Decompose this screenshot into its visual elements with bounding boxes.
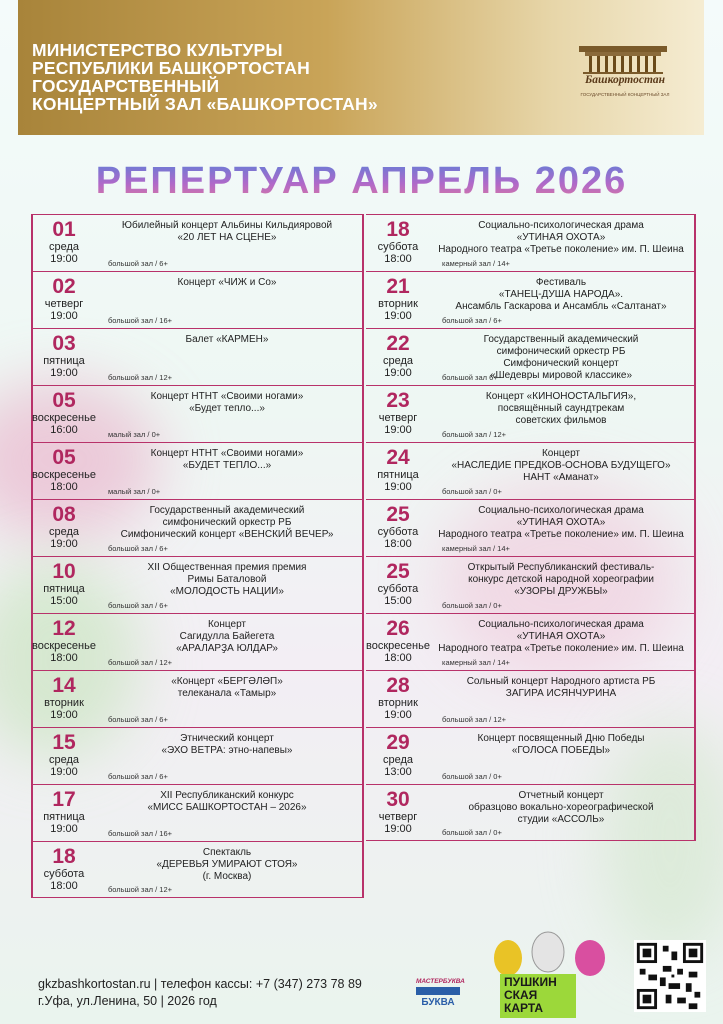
event-date (366, 732, 430, 779)
event-time: 19:00 (50, 766, 78, 778)
event-date (32, 846, 96, 893)
footer-contacts (38, 976, 362, 1010)
event-hall-age: большой зал / 12+ (108, 658, 173, 667)
event-line: «ДЕРЕВЬЯ УМИРАЮТ СТОЯ» (156, 859, 298, 870)
event-line: Фестиваль (535, 277, 587, 288)
event-date (32, 333, 96, 380)
schedule-row (32, 784, 362, 841)
event-line: «20 ЛЕТ НА СЦЕНЕ» (177, 232, 277, 243)
event-line: посвящённый саундтрекам (497, 403, 625, 414)
event-description (94, 277, 360, 289)
event-line: Этнический концерт (180, 733, 274, 744)
event-line: «АРАЛАРҘА ЮЛДАР» (176, 643, 278, 654)
event-day: 02 (52, 275, 76, 298)
pushkin-card-logo (486, 928, 616, 1018)
pushkin-text-3: КАРТА (504, 1001, 544, 1015)
header-line-3: ГОСУДАРСТВЕННЫЙ (32, 76, 220, 96)
event-day: 18 (52, 845, 76, 868)
event-hall-age: малый зал / 0+ (108, 430, 161, 439)
pushkin-text-2: СКАЯ (504, 988, 538, 1002)
event-time: 19:00 (384, 367, 412, 379)
event-day: 08 (52, 503, 76, 526)
event-line: «УЗОРЫ ДРУЖБЫ» (514, 586, 608, 597)
schedule-row (366, 727, 696, 784)
event-line: XII Общественная премия премия (147, 562, 307, 573)
header-line-2: РЕСПУБЛИКИ БАШКОРТОСТАН (32, 58, 310, 78)
event-hall-age: большой зал / 0+ (442, 601, 502, 610)
event-time: 18:00 (384, 253, 412, 265)
event-line: «ГОЛОСА ПОБЕДЫ» (511, 745, 611, 756)
event-date (366, 333, 430, 380)
event-line: Сольный концерт Народного артиста РБ (466, 676, 656, 687)
event-line: Римы Баталовой (187, 574, 267, 585)
event-line: «НАСЛЕДИЕ ПРЕДКОВ-ОСНОВА БУДУЩЕГО» (451, 460, 671, 471)
event-line: студии «АССОЛЬ» (517, 814, 605, 825)
event-date (366, 789, 430, 836)
event-weekday: среда (382, 355, 414, 367)
event-hall-age: большой зал / 6+ (442, 316, 502, 325)
logo-text: Башкортостан (584, 74, 666, 86)
event-line: Социально-психологическая драма (478, 220, 644, 231)
event-weekday: пятница (43, 583, 85, 595)
masterbukva-stripe (416, 987, 460, 995)
event-description (428, 619, 694, 655)
event-time: 19:00 (50, 367, 78, 379)
event-time: 18:00 (384, 652, 412, 664)
event-time: 19:00 (384, 709, 412, 721)
schedule-row (366, 442, 696, 499)
event-line: Симфонический концерт «ВЕНСКИЙ ВЕЧЕР» (120, 529, 334, 540)
event-day: 12 (52, 617, 76, 640)
event-date (366, 390, 430, 437)
event-line: Государственный академический (483, 334, 639, 345)
schedule-row (366, 556, 696, 613)
event-time: 19:00 (50, 253, 78, 265)
event-hall-age: камерный зал / 14+ (442, 544, 510, 553)
event-line: Концерт посвященный Дню Победы (477, 733, 645, 744)
event-description (94, 220, 360, 244)
schedule-row (32, 670, 362, 727)
event-line: XII Республиканский конкурс (160, 790, 294, 801)
event-description (94, 676, 360, 700)
event-date (32, 732, 96, 779)
event-hall-age: большой зал / 16+ (108, 829, 173, 838)
event-line: НАНТ «Аманат» (523, 472, 599, 483)
schedule-row (366, 214, 696, 271)
event-date (366, 618, 430, 665)
event-description (94, 562, 360, 598)
event-line: «УТИНАЯ ОХОТА» (516, 517, 606, 528)
event-line: Концерт (541, 448, 580, 459)
masterbukva-logo (416, 978, 465, 1012)
event-time: 18:00 (384, 538, 412, 550)
event-line: Отчетный концерт (518, 790, 604, 801)
event-weekday: среда (382, 754, 414, 766)
event-description (428, 562, 694, 598)
event-day: 14 (52, 674, 76, 697)
event-weekday: вторник (44, 697, 84, 709)
event-hall-age: камерный зал / 14+ (442, 259, 510, 268)
event-day: 05 (52, 446, 76, 469)
event-day: 25 (386, 560, 410, 583)
event-weekday: среда (48, 754, 80, 766)
event-weekday: пятница (43, 811, 85, 823)
schedule-row (32, 727, 362, 784)
event-weekday: суббота (377, 583, 419, 595)
event-weekday: воскресенье (32, 640, 96, 652)
event-line: Социально-психологическая драма (478, 505, 644, 516)
schedule-row (366, 499, 696, 556)
event-line: «УТИНАЯ ОХОТА» (516, 631, 606, 642)
event-hall-age: большой зал / 12+ (108, 373, 173, 382)
event-weekday: среда (48, 526, 80, 538)
event-weekday: воскресенье (32, 412, 96, 424)
event-line: Балет «КАРМЕН» (185, 334, 269, 345)
event-day: 10 (52, 560, 76, 583)
event-description (428, 391, 694, 427)
event-time: 19:00 (50, 709, 78, 721)
event-date (32, 390, 96, 437)
event-time: 18:00 (50, 481, 78, 493)
event-line: симфонический оркестр РБ (496, 346, 626, 357)
event-day: 03 (52, 332, 76, 355)
event-hall-age: большой зал / 12+ (108, 885, 173, 894)
event-time: 19:00 (50, 538, 78, 550)
event-weekday: суббота (377, 241, 419, 253)
event-hall-age: большой зал / 6+ (108, 601, 168, 610)
event-hall-age: малый зал / 0+ (108, 487, 161, 496)
event-hall-age: большой зал / 12+ (442, 715, 507, 724)
qr-code-icon[interactable] (634, 940, 706, 1012)
event-date (32, 504, 96, 551)
event-description (94, 448, 360, 472)
event-date (366, 219, 430, 266)
event-hall-age: большой зал / 6+ (108, 259, 168, 268)
event-weekday: пятница (377, 469, 419, 481)
schedule-row (366, 784, 696, 841)
event-description (428, 790, 694, 826)
event-line: Концерт «КИНОНОСТАЛЬГИЯ», (485, 391, 637, 402)
event-date (366, 675, 430, 722)
schedule-row (366, 670, 696, 727)
footer-address-year: г.Уфа, ул.Ленина, 50 | 2026 год (38, 994, 217, 1008)
event-hall-age: камерный зал / 14+ (442, 658, 510, 667)
event-line: Сагидулла Байегета (179, 631, 275, 642)
event-day: 18 (386, 218, 410, 241)
event-date (32, 276, 96, 323)
schedule-row (366, 271, 696, 328)
event-hall-age: большой зал / 6+ (108, 715, 168, 724)
event-date (32, 618, 96, 665)
schedule-row (32, 328, 362, 385)
event-line: «Концерт «БЕРГӘЛӘП» (171, 676, 283, 687)
schedule-row (32, 841, 362, 898)
event-weekday: воскресенье (32, 469, 96, 481)
event-day: 15 (52, 731, 76, 754)
event-date (366, 504, 430, 551)
event-day: 28 (386, 674, 410, 697)
event-description (94, 505, 360, 541)
event-line: «ЭХО ВЕТРА: этно-напевы» (161, 745, 293, 756)
schedule-row (366, 385, 696, 442)
event-line: «Будет тепло...» (189, 403, 265, 414)
event-description (428, 220, 694, 256)
event-description (428, 733, 694, 757)
event-time: 19:00 (384, 310, 412, 322)
event-date (32, 561, 96, 608)
event-hall-age: большой зал / 6+ (108, 772, 168, 781)
event-hall-age: большой зал / 0+ (442, 487, 502, 496)
event-line: ЗАГИРА ИСЯНЧУРИНА (505, 688, 617, 699)
event-line: симфонический оркестр РБ (162, 517, 292, 528)
event-weekday: среда (48, 241, 80, 253)
event-line: Юбилейный концерт Альбины Кильдияровой (121, 220, 333, 231)
event-day: 22 (386, 332, 410, 355)
event-day: 29 (386, 731, 410, 754)
event-description (94, 733, 360, 757)
event-line: (г. Москва) (202, 871, 252, 882)
event-line: «БУДЕТ ТЕПЛО...» (182, 460, 272, 471)
event-weekday: воскресенье (366, 640, 430, 652)
page-title: РЕПЕРТУАР АПРЕЛЬ 2026 (0, 160, 723, 203)
event-date (366, 276, 430, 323)
event-day: 25 (386, 503, 410, 526)
event-line: «ТАНЕЦ-ДУША НАРОДА». (498, 289, 624, 300)
schedule-row (32, 271, 362, 328)
schedule-center-border (362, 214, 364, 898)
event-line: «Шедевры мировой классике» (489, 370, 633, 381)
event-description (428, 277, 694, 313)
event-description (94, 619, 360, 655)
schedule-row (32, 385, 362, 442)
event-time: 15:00 (50, 595, 78, 607)
event-date (32, 219, 96, 266)
event-day: 05 (52, 389, 76, 412)
event-time: 19:00 (384, 823, 412, 835)
event-date (366, 447, 430, 494)
event-weekday: четверг (378, 811, 418, 823)
pushkin-text-1: ПУШКИН (504, 975, 557, 989)
event-weekday: четверг (378, 412, 418, 424)
event-time: 15:00 (384, 595, 412, 607)
event-day: 26 (386, 617, 410, 640)
event-line: Концерт (207, 619, 246, 630)
header-line-1: МИНИСТЕРСТВО КУЛЬТУРЫ (32, 40, 283, 60)
event-time: 13:00 (384, 766, 412, 778)
event-hall-age: большой зал 6+ (442, 373, 498, 382)
event-weekday: суббота (43, 868, 85, 880)
event-hall-age: большой зал / 12+ (442, 430, 507, 439)
schedule-row (32, 556, 362, 613)
event-time: 19:00 (50, 823, 78, 835)
event-day: 21 (386, 275, 410, 298)
event-description (428, 505, 694, 541)
event-date (32, 447, 96, 494)
event-line: «МОЛОДОСТЬ НАЦИИ» (170, 586, 284, 597)
event-line: телеканала «Тамыр» (177, 688, 277, 699)
footer-website-phone: gkzbashkortostan.ru | телефон кассы: +7 (347) 273 78 89 (38, 977, 362, 991)
event-line: Концерт НТНТ «Своими ногами» (150, 391, 304, 402)
event-line: Народного театра «Третье поколение» им. П. Шеина (438, 529, 684, 540)
header-line-4: КОНЦЕРТНЫЙ ЗАЛ «БАШКОРТОСТАН» (32, 94, 378, 114)
event-hall-age: большой зал / 0+ (442, 828, 502, 837)
event-description (94, 790, 360, 814)
event-time: 16:00 (50, 424, 78, 436)
event-description (428, 676, 694, 700)
event-line: Народного театра «Третье поколение» им. П. Шеина (438, 643, 684, 654)
event-line: Спектакль (202, 847, 252, 858)
event-time: 19:00 (384, 424, 412, 436)
masterbukva-top-text: МАСТЕРБУКВА (416, 978, 465, 985)
masterbukva-main-text: БУКВА (421, 997, 455, 1008)
schedule-row (366, 328, 696, 385)
event-day: 23 (386, 389, 410, 412)
event-weekday: вторник (378, 298, 418, 310)
schedule-row (32, 613, 362, 670)
event-line: Народного театра «Третье поколение» им. П. Шеина (438, 244, 684, 255)
event-weekday: четверг (44, 298, 84, 310)
event-time: 18:00 (50, 880, 78, 892)
schedule-row (32, 499, 362, 556)
event-line: советских фильмов (515, 415, 607, 426)
event-line: Ансамбль Гаскарова и Ансамбль «Салтанат» (455, 301, 667, 312)
event-weekday: пятница (43, 355, 85, 367)
event-hall-age: большой зал / 0+ (442, 772, 502, 781)
event-line: Социально-психологическая драма (478, 619, 644, 630)
schedule-row (366, 613, 696, 670)
event-day: 24 (386, 446, 410, 469)
event-line: Концерт «ЧИЖ и Со» (177, 277, 277, 288)
event-date (366, 561, 430, 608)
event-time: 18:00 (50, 652, 78, 664)
event-hall-age: большой зал / 16+ (108, 316, 173, 325)
schedule-row (32, 442, 362, 499)
event-line: образцово вокально-хореографической (468, 802, 654, 813)
event-line: «УТИНАЯ ОХОТА» (516, 232, 606, 243)
schedule-row (32, 214, 362, 271)
event-line: конкурс детской народной хореографии (468, 574, 654, 585)
event-line: Концерт НТНТ «Своими ногами» (150, 448, 304, 459)
event-date (32, 789, 96, 836)
logo-subtitle: ГОСУДАРСТВЕННЫЙ КОНЦЕРТНЫЙ ЗАЛ (580, 92, 670, 97)
event-line: Симфонический концерт (503, 358, 619, 369)
event-day: 01 (52, 218, 76, 241)
event-time: 19:00 (384, 481, 412, 493)
event-date (32, 675, 96, 722)
event-description (94, 334, 360, 346)
event-day: 17 (52, 788, 76, 811)
event-weekday: вторник (378, 697, 418, 709)
event-description (428, 448, 694, 484)
event-time: 19:00 (50, 310, 78, 322)
event-line: Открытый Республиканский фестиваль- (467, 562, 655, 573)
event-day: 30 (386, 788, 410, 811)
event-hall-age: большой зал / 6+ (108, 544, 168, 553)
event-line: «МИСС БАШКОРТОСТАН – 2026» (147, 802, 307, 813)
event-weekday: суббота (377, 526, 419, 538)
event-description (94, 391, 360, 415)
event-line: Государственный академический (149, 505, 305, 516)
event-description (94, 847, 360, 883)
